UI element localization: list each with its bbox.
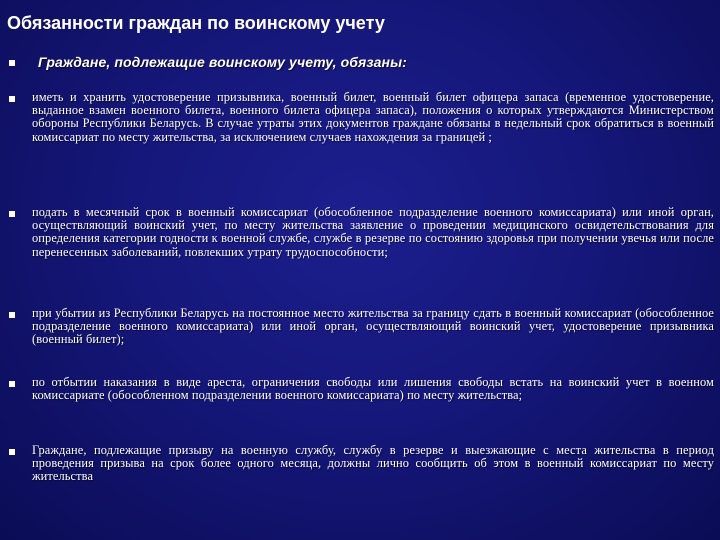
list-item-text: иметь и хранить удостоверение призывника, военный билет, военный билет офицера запаса (временное удостоверение, выданное взамен военного билета, военного билета офицера запаса), положения о которых утверждаются Министерством обороны Республики Беларусь. В случае утраты этих документов граждане обязаны в недельный срок обратиться в военный комиссариат по месту жительства, за исключением случаев нахождения за границей ;	[32, 90, 714, 144]
list-item-text: подать в месячный срок в военный комиссариат (обособленное подразделение военного комиссариата) или иной орган, осуществляющий воинский учет, по месту жительства заявление о проведении медицинского освидетельствования для определения категории годности к военной службе, службе в резерве по состоянию здоровья при получении увечья или после перенесенных заболеваний, повлекших утрату трудоспособности;	[32, 205, 714, 259]
square-bullet-icon	[9, 60, 15, 66]
square-bullet-icon	[9, 96, 15, 102]
list-heading: Граждане, подлежащие воинскому учету, обязаны:	[38, 54, 407, 70]
list-item-text: Граждане, подлежащие призыву на военную службу, службу в резерве и выезжающие с места жительства в период проведения призыва на срок более одного месяца, должны лично сообщить об этом в военный комиссариат по месту жительства	[32, 443, 714, 484]
square-bullet-icon	[9, 449, 15, 455]
square-bullet-icon	[9, 211, 15, 217]
square-bullet-icon	[9, 312, 15, 318]
square-bullet-icon	[9, 381, 15, 387]
slide-title: Обязанности граждан по воинскому учету	[7, 13, 385, 33]
list-item-text: по отбытии наказания в виде ареста, ограничения свободы или лишения свободы встать на воинский учет в военном комиссариате (обособленном подразделении военного комиссариата) по месту жительства;	[32, 375, 714, 403]
list-item-text: при убытии из Республики Беларусь на постоянное место жительства за границу сдать в военный комиссариат (обособленное подразделение военного комиссариата) или иной орган, осуществляющий воинский учет, удостоверение призывника (военный билет);	[32, 306, 714, 347]
